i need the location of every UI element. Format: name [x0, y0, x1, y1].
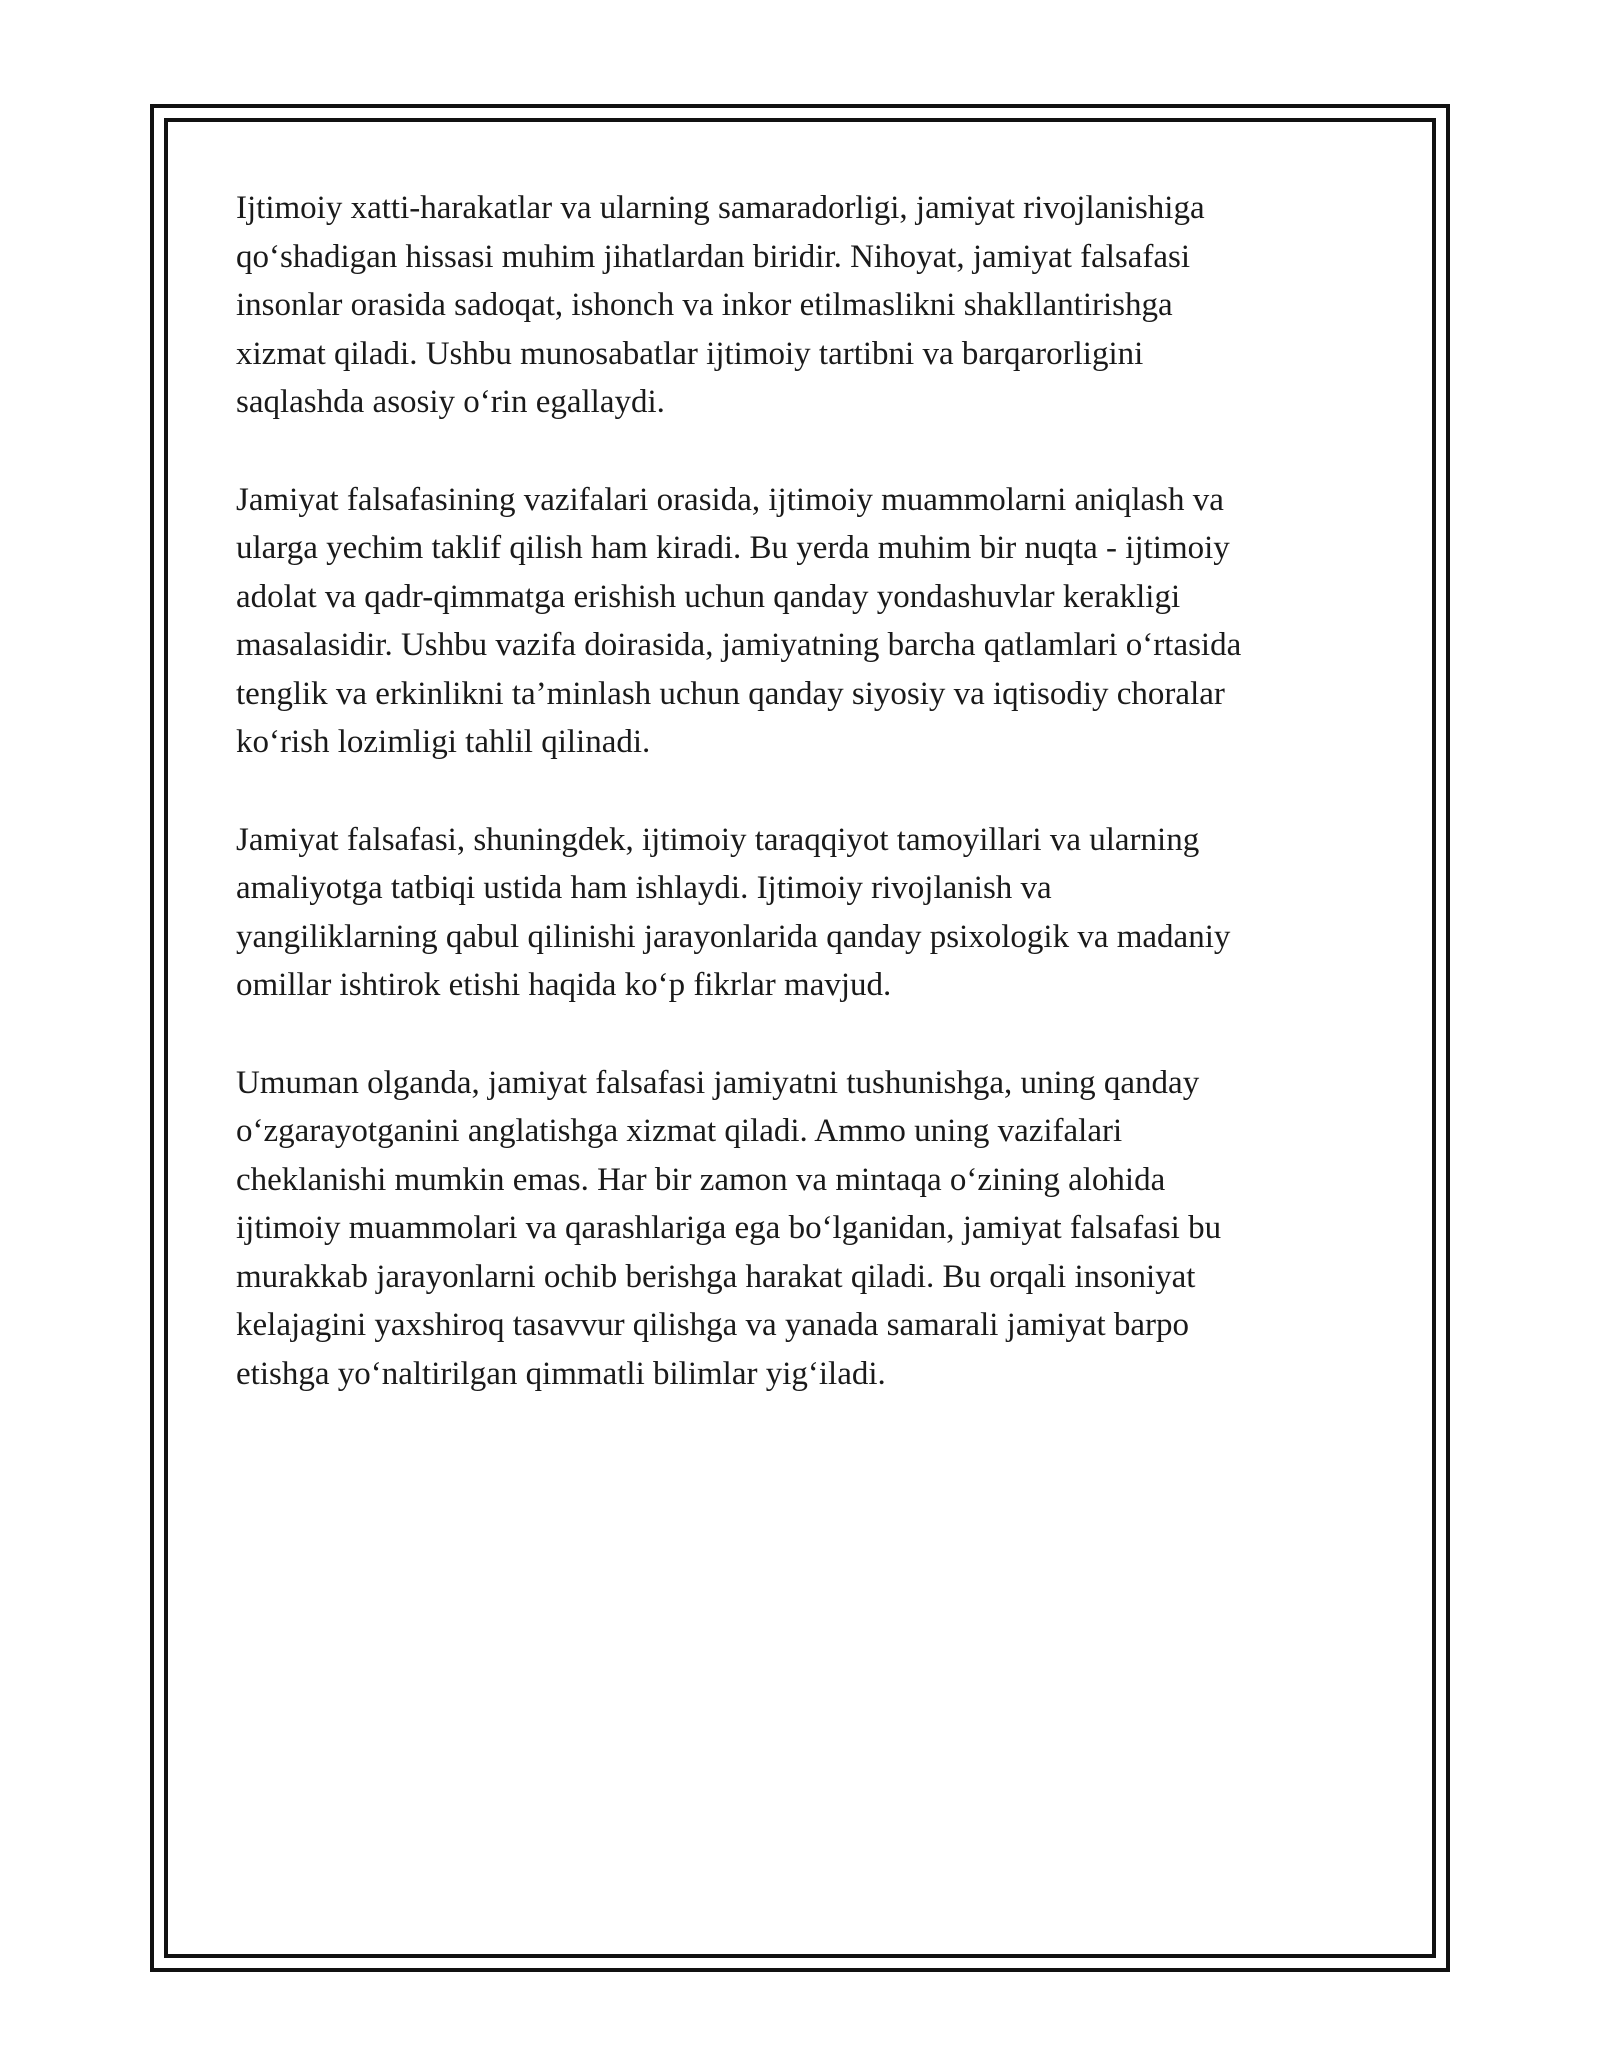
text-line: cheklanishi mumkin emas. Har bir zamon va mintaqa o‘zining alohida: [236, 1161, 1166, 1198]
text-line: omillar ishtirok etishi haqida ko‘p fikrlar mavjud.: [236, 967, 892, 1003]
text-line: ijtimoiy muammolari va qarashlariga ega bo‘lganidan, jamiyat falsafasi bu: [236, 1210, 1222, 1246]
text-line: yangiliklarning qabul qilinishi jarayonlarida qanday psixologik va madaniy: [236, 918, 1231, 955]
text-line: saqlashda asosiy o‘rin egallaydi.: [236, 384, 665, 420]
text-line: tenglik va erkinlikni ta’minlash uchun qanday siyosiy va iqtisodiy choralar: [236, 675, 1225, 712]
text-line: amaliyotga tatbiqi ustida ham ishlaydi. Ijtimoiy rivojlanish va: [236, 870, 1052, 906]
text-line: etishga yo‘naltirilgan qimmatli bilimlar yig‘iladi.: [236, 1355, 886, 1392]
text-line: masalasidir. Ushbu vazifa doirasida, jamiyatning barcha qatlamlari o‘rtasida: [236, 627, 1242, 663]
text-line: o‘zgarayotganini anglatishga xizmat qiladi. Ammo uning vazifalari: [236, 1113, 1123, 1149]
text-line: Ijtimoiy xatti-harakatlar va ularning samaradorligi, jamiyat rivojlanishiga: [236, 190, 1205, 226]
text-line: Jamiyat falsafasi, shuningdek, ijtimoiy taraqqiyot tamoyillari va ularning: [236, 821, 1200, 858]
text-line: ularga yechim taklif qilish ham kiradi. Bu yerda muhim bir nuqta - ijtimoiy: [236, 530, 1230, 566]
paragraph-1: [236, 184, 1376, 427]
paragraph-3: [236, 816, 1376, 1010]
text-line: xizmat qiladi. Ushbu munosabatlar ijtimoiy tartibni va barqarorligini: [236, 335, 1144, 372]
text-line: kelajagini yaxshiroq tasavvur qilishga va yanada samarali jamiyat barpo: [236, 1307, 1190, 1343]
document-body: [236, 184, 1376, 1447]
paragraph-2: [236, 476, 1376, 767]
text-line: murakkab jarayonlarni ochib berishga harakat qiladi. Bu orqali insoniyat: [236, 1258, 1196, 1295]
text-line: Umuman olganda, jamiyat falsafasi jamiyatni tushunishga, uning qanday: [236, 1064, 1200, 1101]
text-line: insonlar orasida sadoqat, ishonch va inkor etilmaslikni shakllantirishga: [236, 287, 1173, 323]
text-line: qo‘shadigan hissasi muhim jihatlardan biridir. Nihoyat, jamiyat falsafasi: [236, 238, 1191, 275]
paragraph-4: [236, 1059, 1376, 1399]
text-line: ko‘rish lozimligi tahlil qilinadi.: [236, 724, 651, 760]
text-line: Jamiyat falsafasining vazifalari orasida, ijtimoiy muammolarni aniqlash va: [236, 481, 1224, 518]
text-line: adolat va qadr-qimmatga erishish uchun qanday yondashuvlar kerakligi: [236, 578, 1181, 615]
